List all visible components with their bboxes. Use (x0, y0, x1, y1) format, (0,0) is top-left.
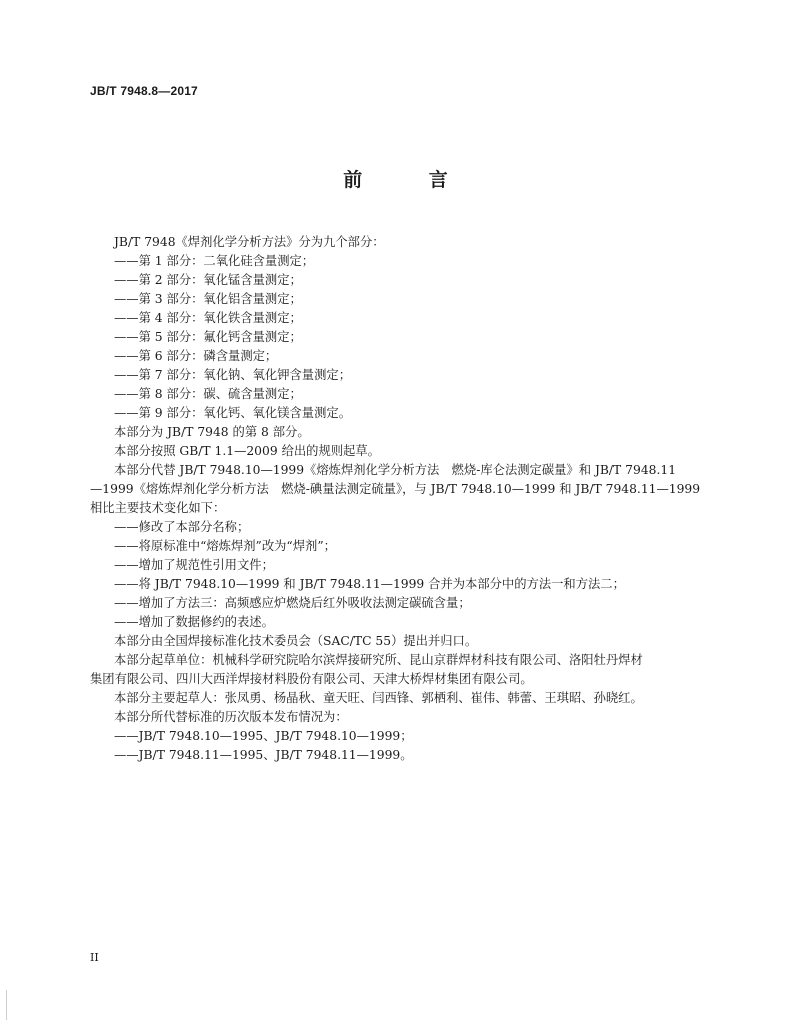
text-line: ——将 JB/T 7948.10—1999 和 JB/T 7948.11—1999 合并为本部分中的方法一和方法二； (114, 577, 625, 591)
text-line: 本部分起草单位：机械科学研究院哈尔滨焊接研究所、昆山京群焊材科技有限公司、洛阳牡丹焊材 (114, 653, 643, 667)
page-title: 前 言 (343, 169, 478, 191)
text-line: ——增加了数据修约的表述。 (114, 615, 274, 629)
text-line: ——第 5 部分：氟化钙含量测定； (114, 330, 302, 344)
text-line: ——第 3 部分：氧化铝含量测定； (114, 292, 302, 306)
text-line: ——第 8 部分：碳、硫含量测定； (114, 387, 302, 401)
text-line: 相比主要技术变化如下： (90, 501, 226, 515)
text-line: ——第 2 部分：氧化锰含量测定； (114, 273, 302, 287)
text-line: ——增加了方法三：高频感应炉燃烧后红外吸收法测定碳硫含量； (114, 596, 471, 610)
text-line: ——JB/T 7948.11—1995、JB/T 7948.11—1999。 (114, 748, 413, 762)
text-line: —1999《熔炼焊剂化学分析方法 燃烧-碘量法测定硫量》，与 JB/T 7948.10—1999 和 JB/T 7948.11—1999 (90, 482, 701, 496)
text-line: ——第 4 部分：氧化铁含量测定； (114, 311, 302, 325)
document-code: JB/T 7948.8—2017 (90, 84, 198, 98)
page-number: II (90, 951, 99, 964)
text-line: 本部分所代替标准的历次版本发布情况为： (114, 710, 348, 724)
text-line: ——第 9 部分：氧化钙、氧化镁含量测定。 (114, 406, 351, 420)
text-line: ——修改了本部分名称； (114, 520, 250, 534)
text-line: ——JB/T 7948.10—1995、JB/T 7948.10—1999； (114, 729, 413, 743)
text-line: ——第 7 部分：氧化钠、氧化钾含量测定； (114, 368, 351, 382)
text-line: ——将原标准中“熔炼焊剂”改为“焊剂”； (114, 539, 336, 553)
foreword-body (90, 233, 701, 765)
text-line: ——增加了规范性引用文件； (114, 558, 274, 572)
text-line: 本部分按照 GB/T 1.1—2009 给出的规则起草。 (114, 444, 380, 458)
text-line: ——第 1 部分：二氧化硅含量测定； (114, 254, 315, 268)
text-line: 集团有限公司、四川大西洋焊接材料股份有限公司、天津大桥焊材集团有限公司。 (90, 672, 533, 686)
scan-edge-mark (6, 990, 7, 1020)
text-line: 本部分由全国焊接标准化技术委员会（SAC/TC 55）提出并归口。 (114, 634, 478, 648)
text-line: 本部分为 JB/T 7948 的第 8 部分。 (114, 425, 310, 439)
text-line: 本部分代替 JB/T 7948.10—1999《熔炼焊剂化学分析方法 燃烧-库仑法测定碳量》和 JB/T 7948.11 (114, 463, 677, 477)
text-line: ——第 6 部分：磷含量测定； (114, 349, 278, 363)
text-line: 本部分主要起草人：张凤勇、杨晶秋、童天旺、闫西锋、郭栖利、崔伟、韩蕾、王琪昭、孙晓红。 (114, 691, 643, 705)
text-line: JB/T 7948《焊剂化学分析方法》分为九个部分： (114, 235, 385, 249)
